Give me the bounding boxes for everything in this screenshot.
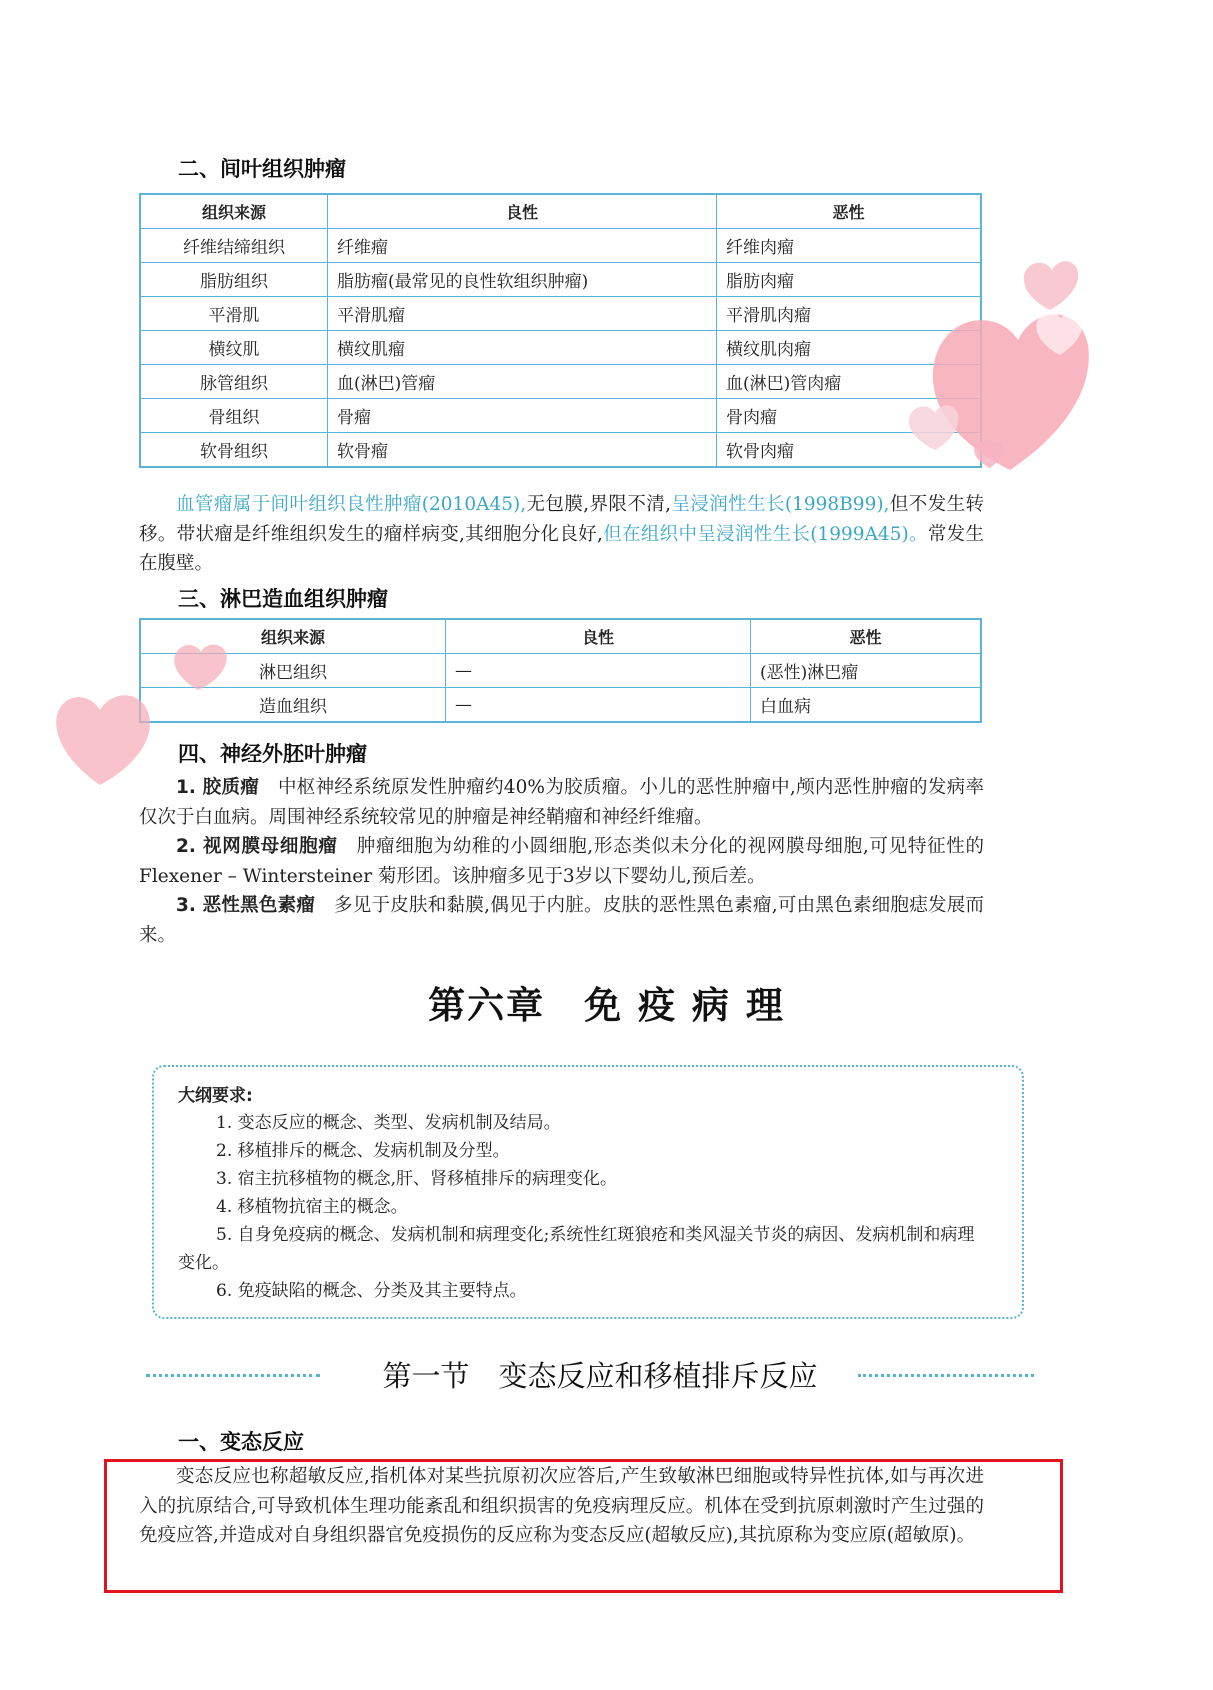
cell: 平滑肌肉瘤 — [717, 297, 982, 331]
mesenchymal-tumor-table — [139, 193, 982, 468]
item-text: 中枢神经系统原发性肿瘤约40%为胶质瘤。小儿的恶性肿瘤中,颅内恶性肿瘤的发病率仅次于白血病。周围神经系统较常见的肿瘤是神经鞘瘤和神经纤维瘤。 — [139, 777, 984, 828]
cell: 淋巴组织 — [140, 654, 446, 688]
item-text: 肿瘤细胞为幼稚的小圆细胞,形态类似未分化的视网膜母细胞,可见特征性的Flexener – Wintersteiner 菊形团。该肿瘤多见于3岁以下婴幼儿,预后差。 — [139, 836, 985, 887]
col-malignant: 恶性 — [717, 194, 982, 229]
note-highlight-1: 血管瘤属于间叶组织良性肿瘤(2010A45), — [176, 494, 527, 515]
outline-title: 大纲要求: — [178, 1086, 253, 1106]
note-text-3: 常发生在腹壁。 — [139, 523, 984, 574]
cell: 脂肪瘤(最常见的良性软组织肿瘤) — [328, 263, 717, 297]
chapter-title: 第六章 免 疫 病 理 — [428, 983, 785, 1027]
col-origin: 组织来源 — [140, 194, 328, 229]
hemangioma-note — [139, 490, 984, 579]
list-item — [139, 832, 984, 891]
cell: (恶性)淋巴瘤 — [751, 654, 982, 688]
cell: — — [446, 654, 751, 688]
allergy-heading: 一、变态反应 — [178, 1430, 304, 1454]
cell: 白血病 — [751, 688, 982, 723]
cell: 软骨肉瘤 — [717, 433, 982, 468]
sec3-heading: 三、淋巴造血组织肿瘤 — [178, 587, 388, 611]
list-item: 5. 自身免疫病的概念、发病机制和病理变化;系统性红斑狼疮和类风湿关节炎的病因、发病机制和病理变化。 — [178, 1225, 975, 1273]
sec2-heading: 二、间叶组织肿瘤 — [178, 157, 346, 181]
cell: 血(淋巴)管肉瘤 — [717, 365, 982, 399]
table-row — [140, 331, 981, 365]
cell: 造血组织 — [140, 688, 446, 723]
sec4-heading: 四、神经外胚叶肿瘤 — [178, 742, 367, 766]
cell: 平滑肌瘤 — [328, 297, 717, 331]
section-title: 第一节 变态反应和移植排斥反应 — [382, 1359, 818, 1393]
highlight-frame — [104, 1459, 1063, 1593]
list-item: 6. 免疫缺陷的概念、分类及其主要特点。 — [216, 1281, 527, 1301]
note-highlight-3: 但在组织中呈浸润性生长(1999A45)。 — [602, 523, 928, 545]
list-item: 2. 移植排斥的概念、发病机制及分型。 — [216, 1141, 510, 1161]
cell: 纤维瘤 — [328, 229, 717, 263]
item-title: 1. 胶质瘤 — [176, 777, 260, 798]
table-header-row — [140, 194, 981, 229]
table-header-row — [140, 619, 981, 654]
outline-list — [178, 1109, 978, 1305]
table-row — [140, 263, 981, 297]
table-row — [140, 399, 981, 433]
note-text-1: 无包膜,界限不清, — [526, 494, 672, 515]
col-benign: 良性 — [446, 619, 751, 654]
cell: 软骨瘤 — [328, 433, 717, 468]
allergy-text: 变态反应也称超敏反应,指机体对某些抗原初次应答后,产生致敏淋巴细胞或特异性抗体,如与再次进入的抗原结合,可导致机体生理功能紊乱和组织损害的免疫病理反应。机体在受到抗原刺激时产生过强的免疫应答,并造成对自身组织器官免疫损伤的反应称为变态反应(超敏反应),其抗原称为变应原(超敏原)。 — [139, 1466, 984, 1546]
cell: 纤维肉瘤 — [717, 229, 982, 263]
list-item — [139, 891, 984, 950]
cell: 骨瘤 — [328, 399, 717, 433]
item-title: 2. 视网膜母细胞瘤 — [176, 836, 338, 857]
list-item: 1. 变态反应的概念、类型、发病机制及结局。 — [216, 1113, 561, 1133]
section-divider-left — [146, 1374, 320, 1377]
cell: 横纹肌瘤 — [328, 331, 717, 365]
col-origin: 组织来源 — [140, 619, 446, 654]
cell: 骨组织 — [140, 399, 328, 433]
cell: 血(淋巴)管瘤 — [328, 365, 717, 399]
col-benign: 良性 — [328, 194, 717, 229]
note-highlight-2: 呈浸润性生长(1998B99), — [671, 494, 890, 515]
cell: 脂肪肉瘤 — [717, 263, 982, 297]
cell: 纤维结缔组织 — [140, 229, 328, 263]
cell: 脉管组织 — [140, 365, 328, 399]
cell: — — [446, 688, 751, 723]
heart-icon — [1036, 312, 1082, 355]
list-item — [139, 773, 984, 832]
col-malignant: 恶性 — [751, 619, 982, 654]
table-row — [140, 688, 981, 723]
note-text-2: 但不发生转移。带状瘤是纤维组织发生的瘤样病变,其细胞分化良好, — [139, 494, 984, 545]
list-item: 4. 移植物抗宿主的概念。 — [216, 1197, 408, 1217]
cell: 软骨组织 — [140, 433, 328, 468]
cell: 骨肉瘤 — [717, 399, 982, 433]
item-title: 3. 恶性黑色素瘤 — [176, 895, 316, 916]
hematolymphoid-tumor-table — [139, 618, 982, 723]
item-text: 多见于皮肤和黏膜,偶见于内脏。皮肤的恶性黑色素瘤,可由黑色素细胞痣发展而来。 — [139, 895, 984, 946]
cell: 横纹肌肉瘤 — [717, 331, 982, 365]
cell: 平滑肌 — [140, 297, 328, 331]
cell: 脂肪组织 — [140, 263, 328, 297]
table-row — [140, 297, 981, 331]
section-divider-right — [858, 1374, 1034, 1377]
heart-icon — [1024, 261, 1078, 310]
table-row — [140, 433, 981, 468]
heart-icon — [56, 695, 150, 785]
table-row — [140, 365, 981, 399]
cell: 横纹肌 — [140, 331, 328, 365]
table-row — [140, 229, 981, 263]
list-item: 3. 宿主抗移植物的概念,肝、肾移植排斥的病理变化。 — [216, 1169, 618, 1189]
outline-box — [152, 1065, 1024, 1319]
table-row — [140, 654, 981, 688]
neuro-tumor-list — [139, 773, 984, 950]
